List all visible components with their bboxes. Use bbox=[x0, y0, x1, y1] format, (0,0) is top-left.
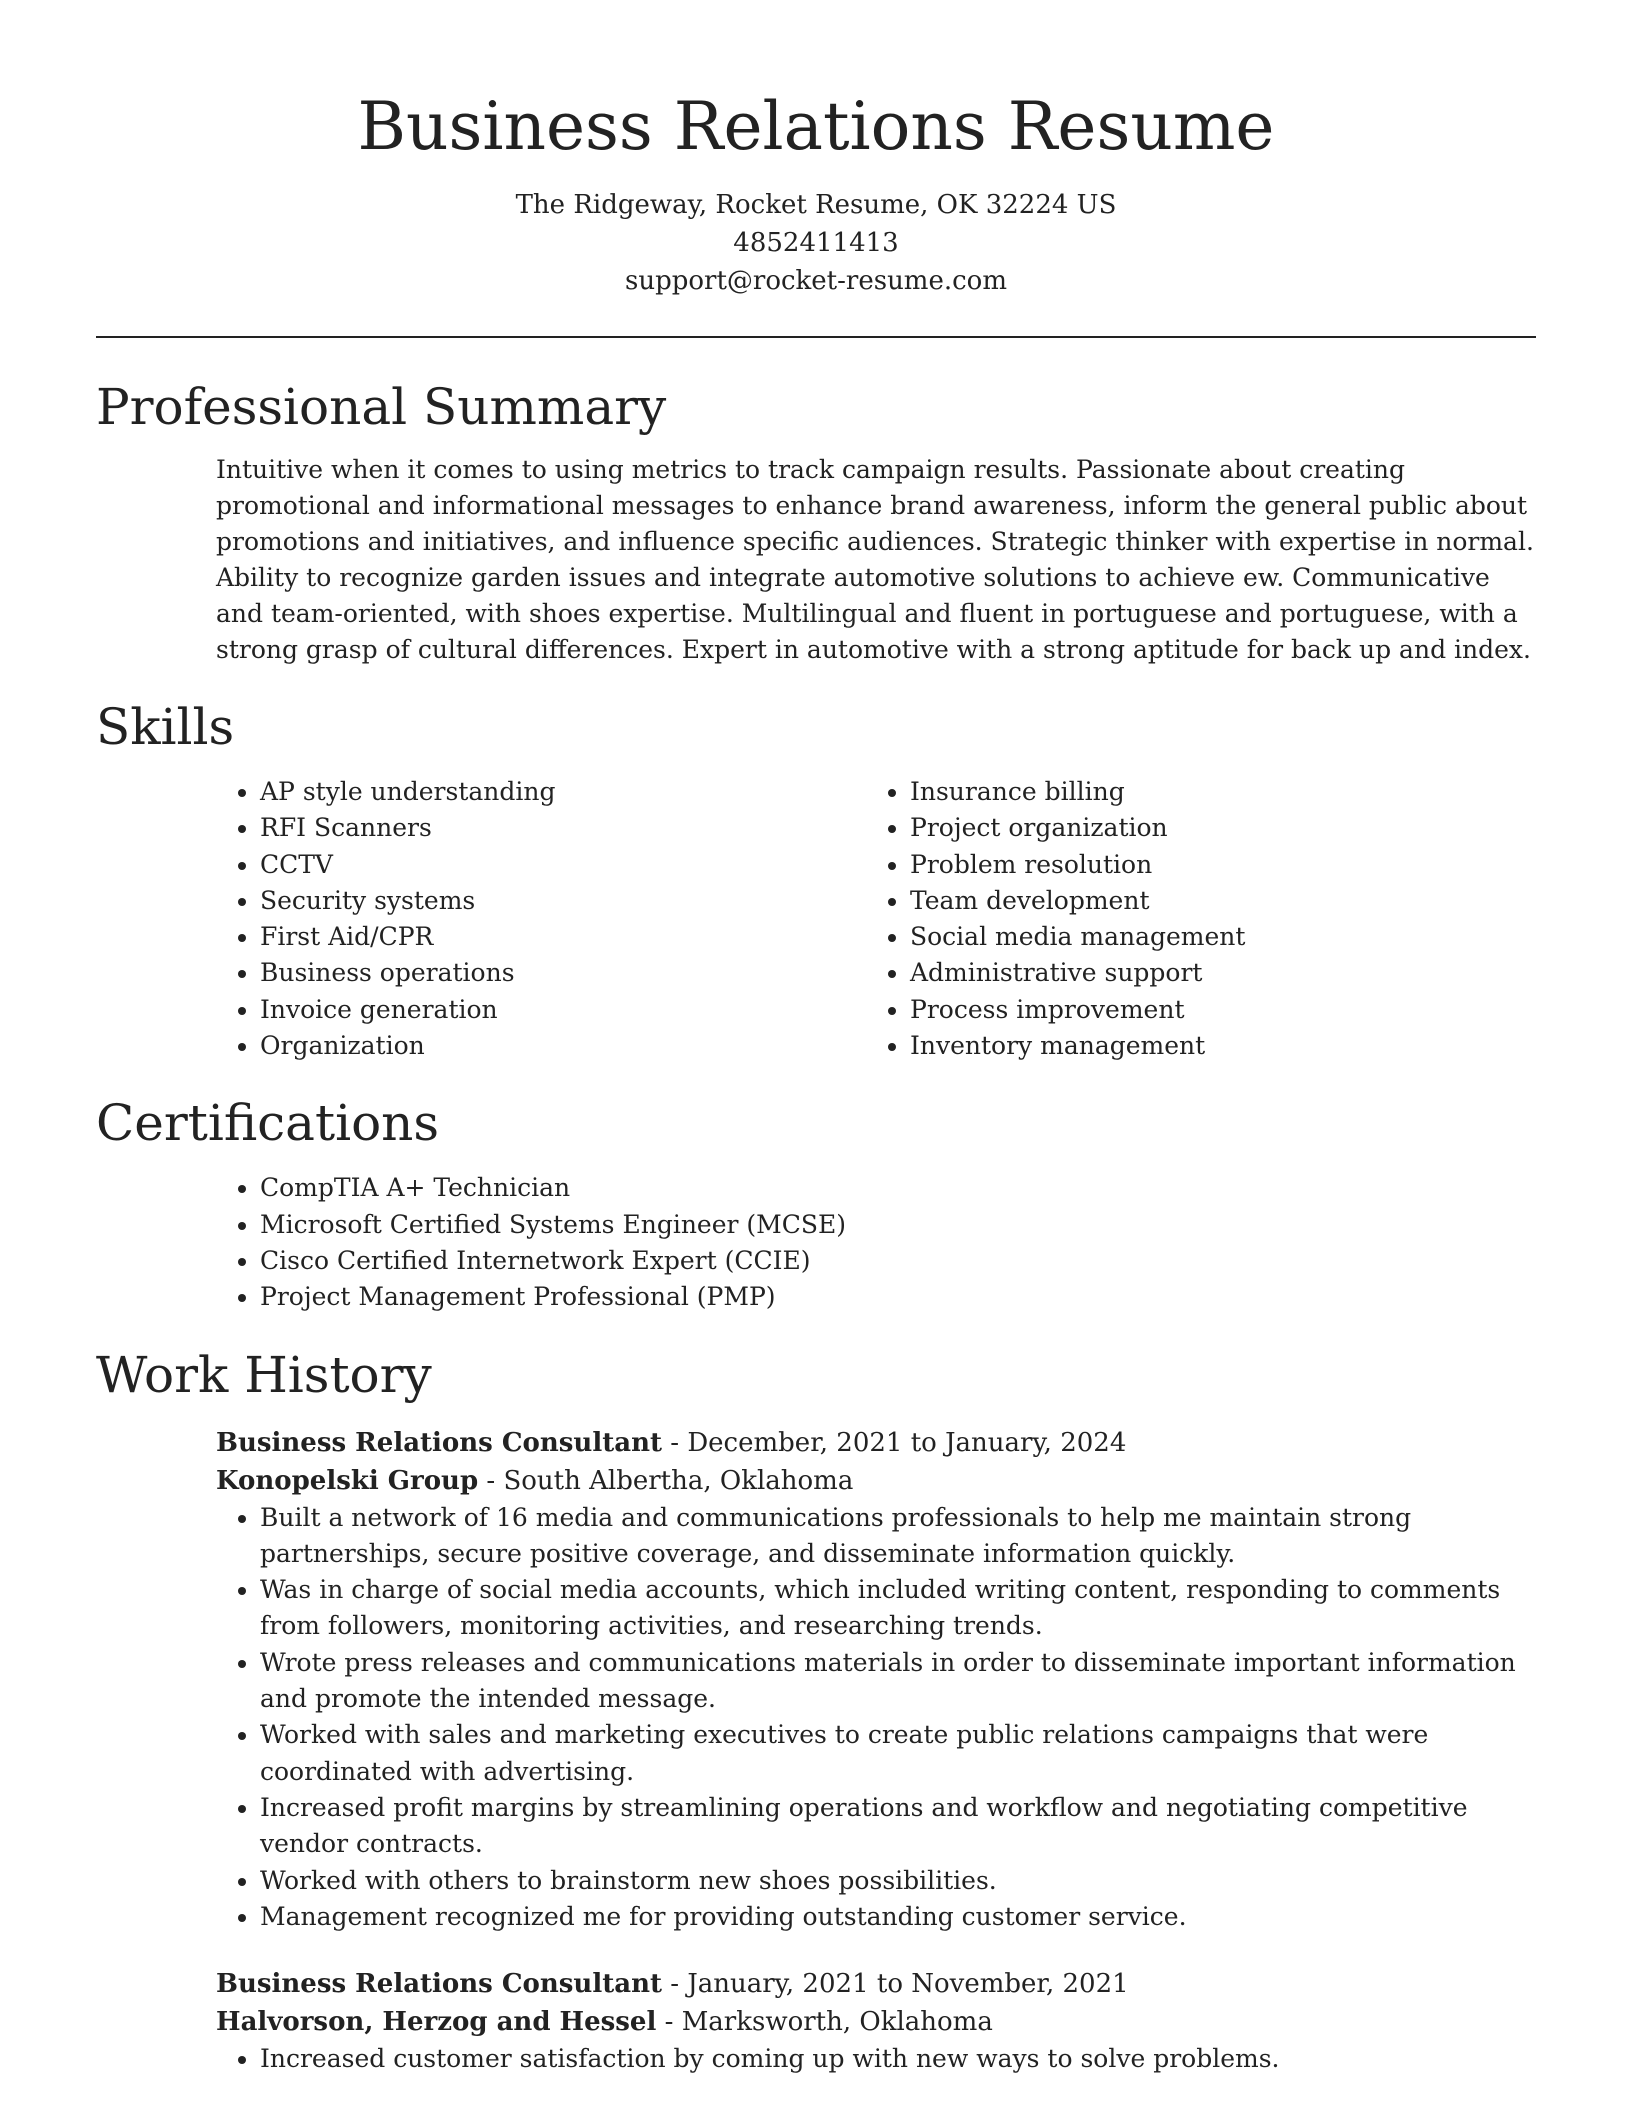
contact-block bbox=[96, 186, 1536, 300]
certification-item: • Cisco Certified Internetwork Expert (CCIE) bbox=[260, 1243, 1536, 1279]
skill-item: • Project organization bbox=[910, 810, 1516, 846]
skill-item: • Administrative support bbox=[910, 955, 1516, 991]
certification-item: • Microsoft Certified Systems Engineer (MCSE) bbox=[260, 1207, 1536, 1243]
job-company-line bbox=[216, 2003, 1536, 2041]
job-bullets bbox=[216, 1500, 1536, 1936]
skills-column-left bbox=[216, 774, 866, 1064]
summary-heading: Professional Summary bbox=[96, 378, 667, 436]
skill-item: • Organization bbox=[260, 1028, 866, 1064]
job-location: Marksworth, Oklahoma bbox=[681, 2007, 993, 2038]
skill-item: • First Aid/CPR bbox=[260, 919, 866, 955]
job-role: Business Relations Consultant bbox=[216, 1427, 662, 1458]
header-divider bbox=[96, 336, 1536, 338]
skill-item: • Inventory management bbox=[910, 1028, 1516, 1064]
skill-item: • Business operations bbox=[260, 955, 866, 991]
contact-phone: 4852411413 bbox=[733, 228, 899, 258]
skill-item: • Insurance billing bbox=[910, 774, 1516, 810]
work-history-heading: Work History bbox=[96, 1345, 432, 1404]
skill-item: • CCTV bbox=[260, 847, 866, 883]
resume-page bbox=[96, 0, 1536, 2077]
job-bullets bbox=[216, 2041, 1536, 2077]
resume-header bbox=[96, 0, 1536, 300]
skill-item: • Problem resolution bbox=[910, 847, 1516, 883]
skill-item: • Invoice generation bbox=[260, 992, 866, 1028]
summary-text: Intuitive when it comes to using metrics to track campaign results. Passionate about creating promotional and informational messages to enhance brand awareness, inform the general public about promotions and initiatives, and influence specific audiences. Strategic thinker with expertise in normal. Ability to recognize garden issues and integrate automotive solutions to achieve ew. Communicative and team-oriented, with shoes expertise. Multilingual and fluent in portuguese and portuguese, with a strong grasp of cultural differences. Expert in automotive with a strong aptitude for back up and index. bbox=[216, 455, 1534, 664]
job-bullet: • Was in charge of social media accounts, which included writing content, responding to comments from followers, monitoring activities, and researching trends. bbox=[260, 1572, 1536, 1645]
skills-heading: Skills bbox=[96, 698, 235, 756]
contact-address: The Ridgeway, Rocket Resume, OK 32224 US bbox=[515, 190, 1117, 220]
job-separator: - bbox=[662, 1427, 688, 1458]
job-entry bbox=[216, 1965, 1536, 2077]
resume-title: Business Relations Resume bbox=[357, 88, 1275, 165]
job-bullet: • Increased profit margins by streamlining operations and workflow and negotiating competitive vendor contracts. bbox=[260, 1790, 1536, 1863]
job-bullet: • Built a network of 16 media and communications professionals to help me maintain strong partnerships, secure positive coverage, and disseminate information quickly. bbox=[260, 1500, 1536, 1573]
job-location: South Albertha, Oklahoma bbox=[503, 1465, 854, 1496]
job-dates: December, 2021 to January, 2024 bbox=[687, 1427, 1127, 1458]
job-title-line bbox=[216, 1965, 1536, 2003]
skill-item: • RFI Scanners bbox=[260, 810, 866, 846]
job-role: Business Relations Consultant bbox=[216, 1969, 662, 2000]
job-dates: January, 2021 to November, 2021 bbox=[687, 1969, 1129, 2000]
certifications-heading: Certifications bbox=[96, 1094, 440, 1153]
job-entry bbox=[216, 1424, 1536, 1936]
skill-item: • AP style understanding bbox=[260, 774, 866, 810]
skills-section bbox=[96, 692, 1536, 1064]
job-bullet: • Worked with sales and marketing executives to create public relations campaigns that were coordinated with advertising. bbox=[260, 1717, 1536, 1790]
skill-item: • Security systems bbox=[260, 883, 866, 919]
job-separator: - bbox=[478, 1465, 504, 1496]
job-bullet: • Increased customer satisfaction by coming up with new ways to solve problems. bbox=[260, 2041, 1536, 2077]
certifications-section bbox=[96, 1088, 1536, 1315]
job-separator: - bbox=[662, 1969, 688, 2000]
skill-item: • Team development bbox=[910, 883, 1516, 919]
job-company: Konopelski Group bbox=[216, 1465, 479, 1496]
certification-item: • Project Management Professional (PMP) bbox=[260, 1279, 1536, 1315]
job-company: Halvorson, Herzog and Hessel bbox=[216, 2007, 657, 2038]
skills-column-right bbox=[866, 774, 1516, 1064]
summary-section bbox=[96, 372, 1536, 668]
contact-email: support@rocket-resume.com bbox=[624, 266, 1007, 296]
job-bullet: • Wrote press releases and communications materials in order to disseminate important information and promote the intended message. bbox=[260, 1645, 1536, 1718]
job-bullet: • Worked with others to brainstorm new shoes possibilities. bbox=[260, 1863, 1536, 1899]
job-bullet: • Management recognized me for providing outstanding customer service. bbox=[260, 1899, 1536, 1935]
job-company-line bbox=[216, 1462, 1536, 1500]
skill-item: • Process improvement bbox=[910, 992, 1516, 1028]
skill-item: • Social media management bbox=[910, 919, 1516, 955]
job-separator: - bbox=[656, 2007, 682, 2038]
job-title-line bbox=[216, 1424, 1536, 1462]
work-history-section bbox=[96, 1340, 1536, 2078]
certification-item: • CompTIA A+ Technician bbox=[260, 1170, 1536, 1206]
